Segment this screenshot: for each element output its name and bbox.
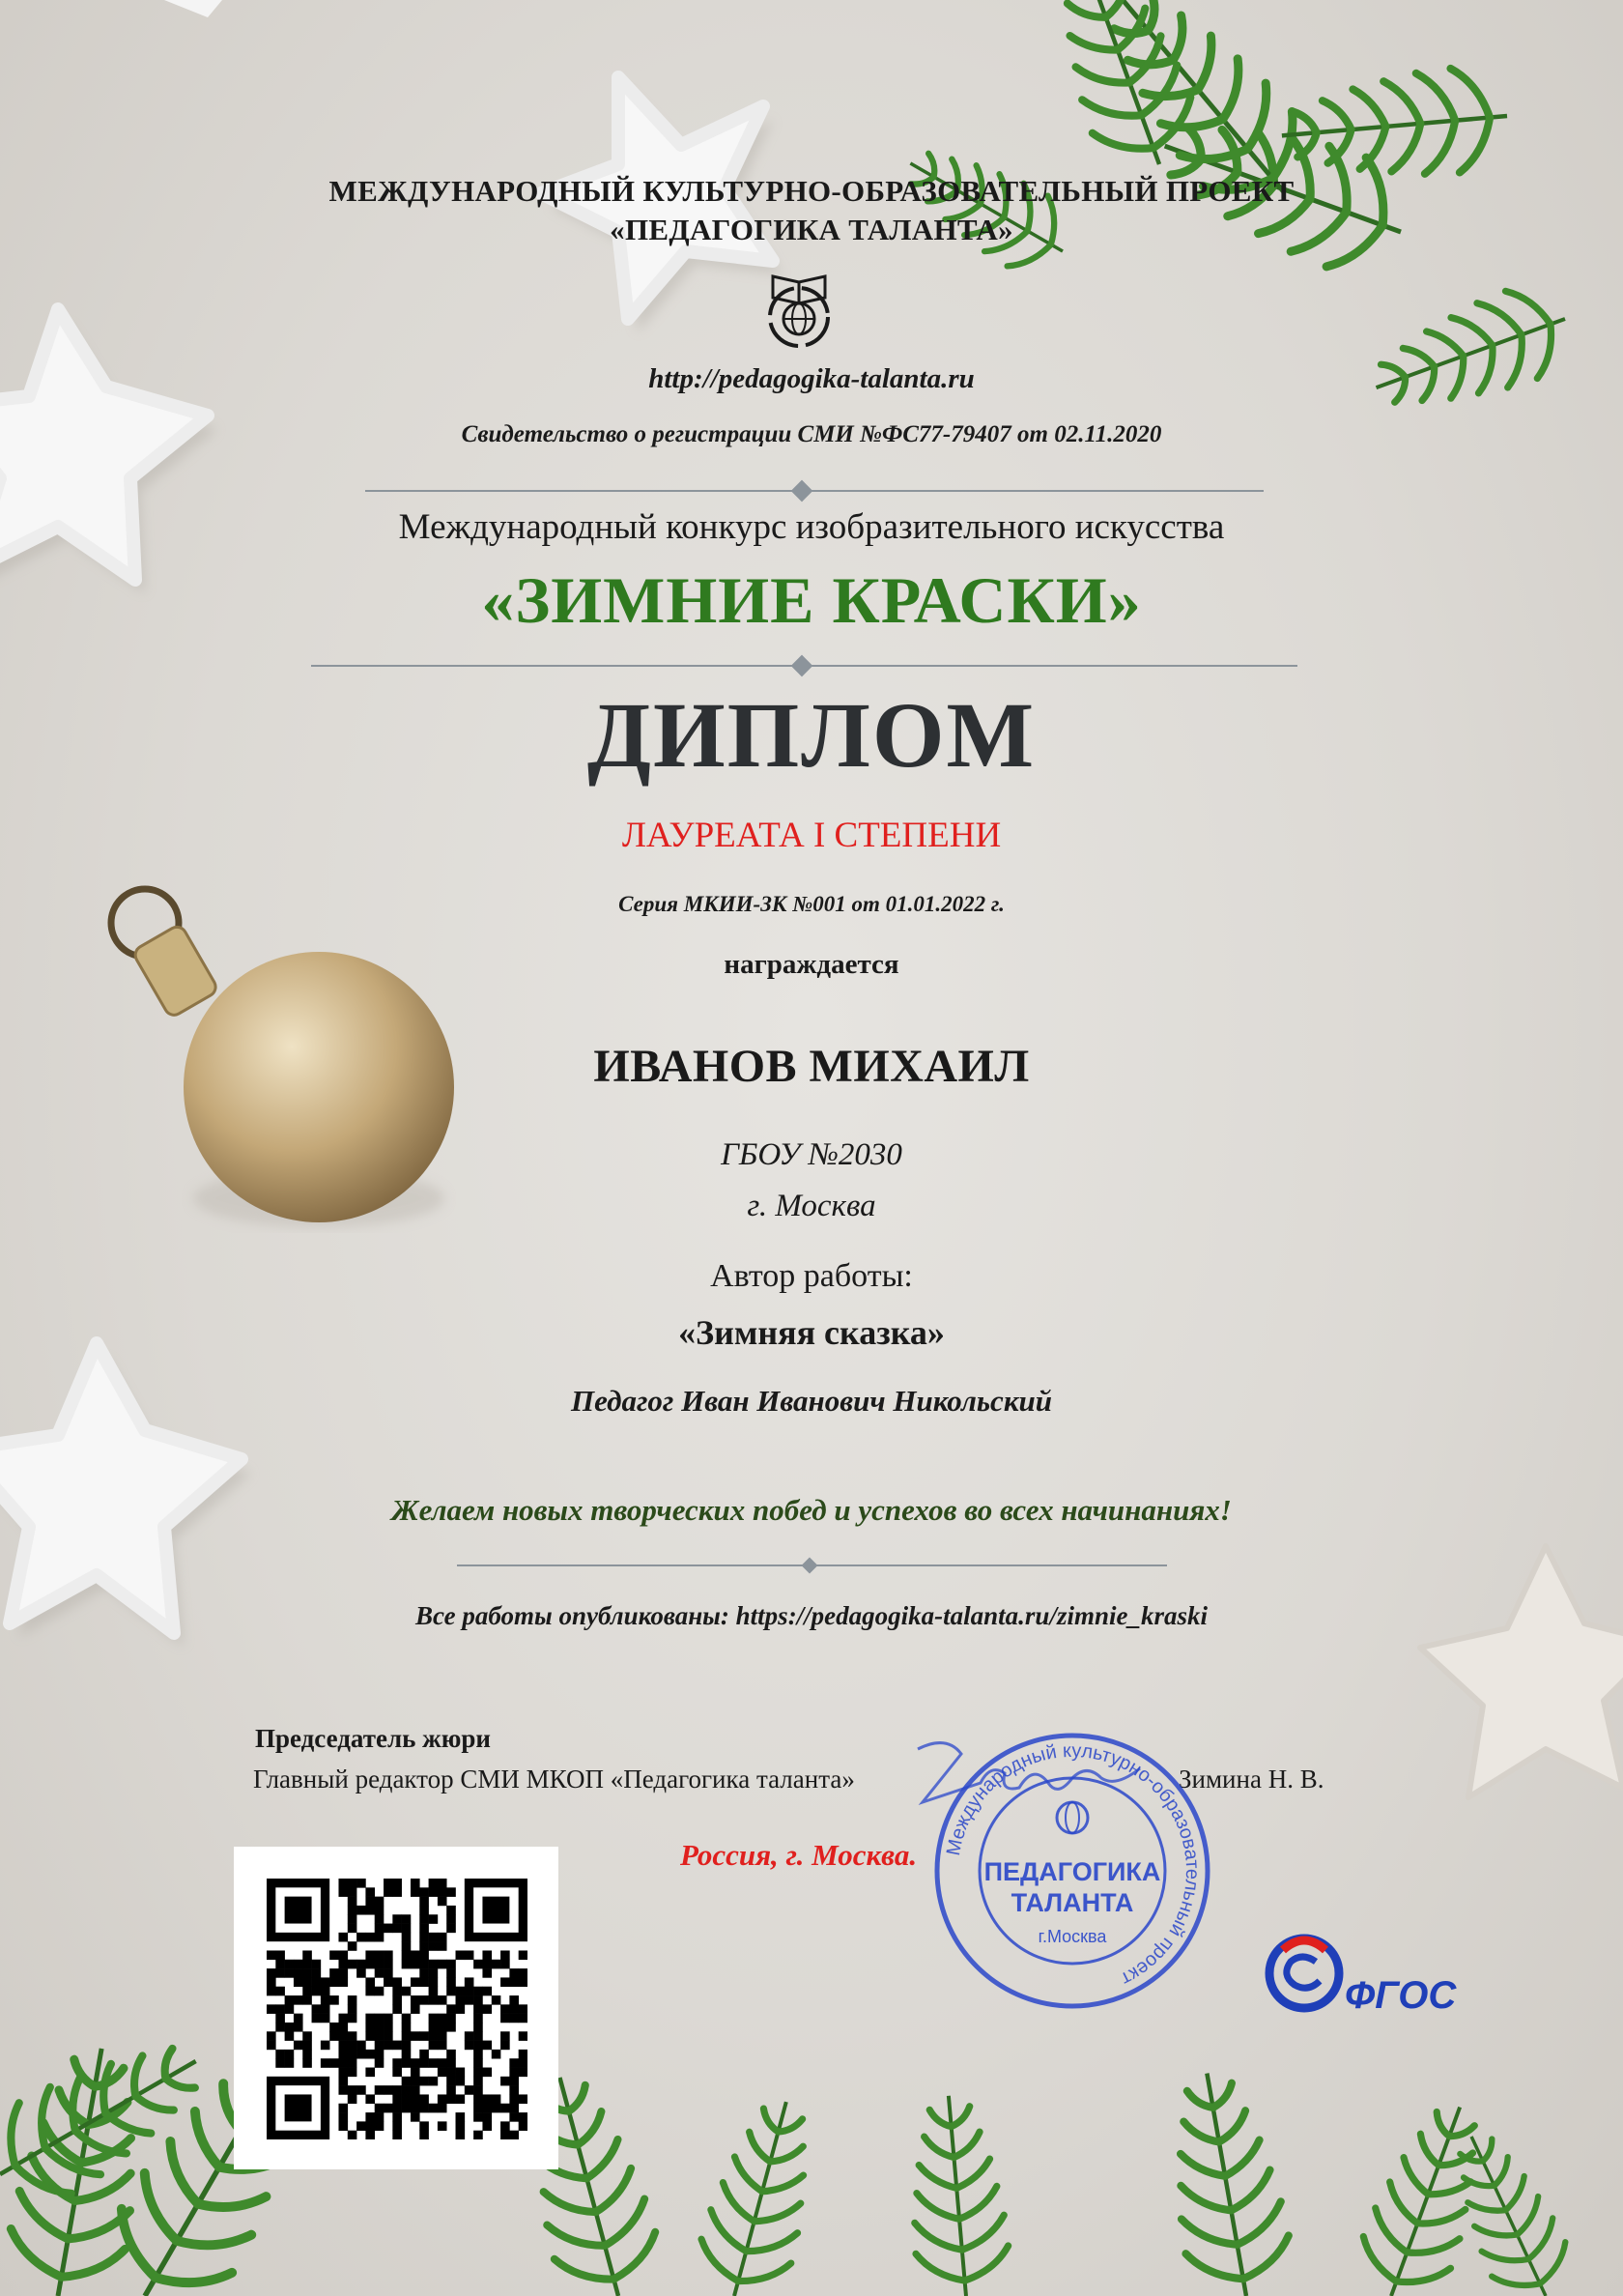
jury-chair-label: Председатель жюри [255,1724,491,1753]
stamp-center-line-2: ТАЛАНТА [1011,1888,1134,1917]
site-url[interactable]: http://pedagogika-talanta.ru [648,363,975,394]
organization-title [0,172,1623,249]
handwritten-signature [908,1730,1159,1817]
diploma-title: ДИПЛОМ [586,683,1037,787]
teacher-name: Педагог Иван Иванович Никольский [570,1384,1053,1418]
qr-code-icon[interactable] [267,1879,527,2139]
media-registration: Свидетельство о регистрации СМИ №ФС77-79407 от 02.11.2020 [461,421,1162,447]
work-title: «Зимняя сказка» [678,1313,945,1352]
author-label: Автор работы: [710,1258,913,1294]
contest-title: Международный конкурс изобразительного искусства [398,507,1225,547]
organization-line-1: МЕЖДУНАРОДНЫЙ КУЛЬТУРНО-ОБРАЗОВАТЕЛЬНЫЙ ПРОЕКТ [328,174,1295,208]
recipient-name: ИВАНОВ МИХАИЛ [593,1041,1030,1092]
stamp-ring-text: Международный культурно-образовательный проект [942,1739,1204,1990]
signatory-name: Зимина Н. В. [1179,1765,1324,1794]
recipient-school: ГБОУ №2030 [721,1137,902,1172]
contest-name: «ЗИМНИЕ КРАСКИ» [481,563,1142,637]
recipient-city: г. Москва [747,1189,876,1223]
awarded-label: награждается [724,949,899,980]
editor-title: Главный редактор СМИ МКОП «Педагогика таланта» [253,1765,855,1794]
project-logo-icon [746,261,852,348]
stamp-center-line-1: ПЕДАГОГИКА [983,1857,1161,1886]
organization-line-2: «ПЕДАГОГИКА ТАЛАНТА» [610,213,1013,246]
fgos-badge [1256,1923,1468,2029]
wishes-text: Желаем новых творческих побед и успехов во всех начинаниях! [391,1493,1232,1527]
published-link[interactable]: Все работы опубликованы: https://pedagogika-talanta.ru/zimnie_kraski [415,1601,1208,1630]
place-text: Россия, г. Москва. [680,1838,918,1872]
fgos-label: ФГОС [1345,1974,1457,2017]
diploma-series: Серия МКИИ-ЗК №001 от 01.01.2022 г. [618,892,1005,916]
stamp-city: г.Москва [1038,1927,1107,1946]
diploma-degree: ЛАУРЕАТА I СТЕПЕНИ [621,816,1002,855]
